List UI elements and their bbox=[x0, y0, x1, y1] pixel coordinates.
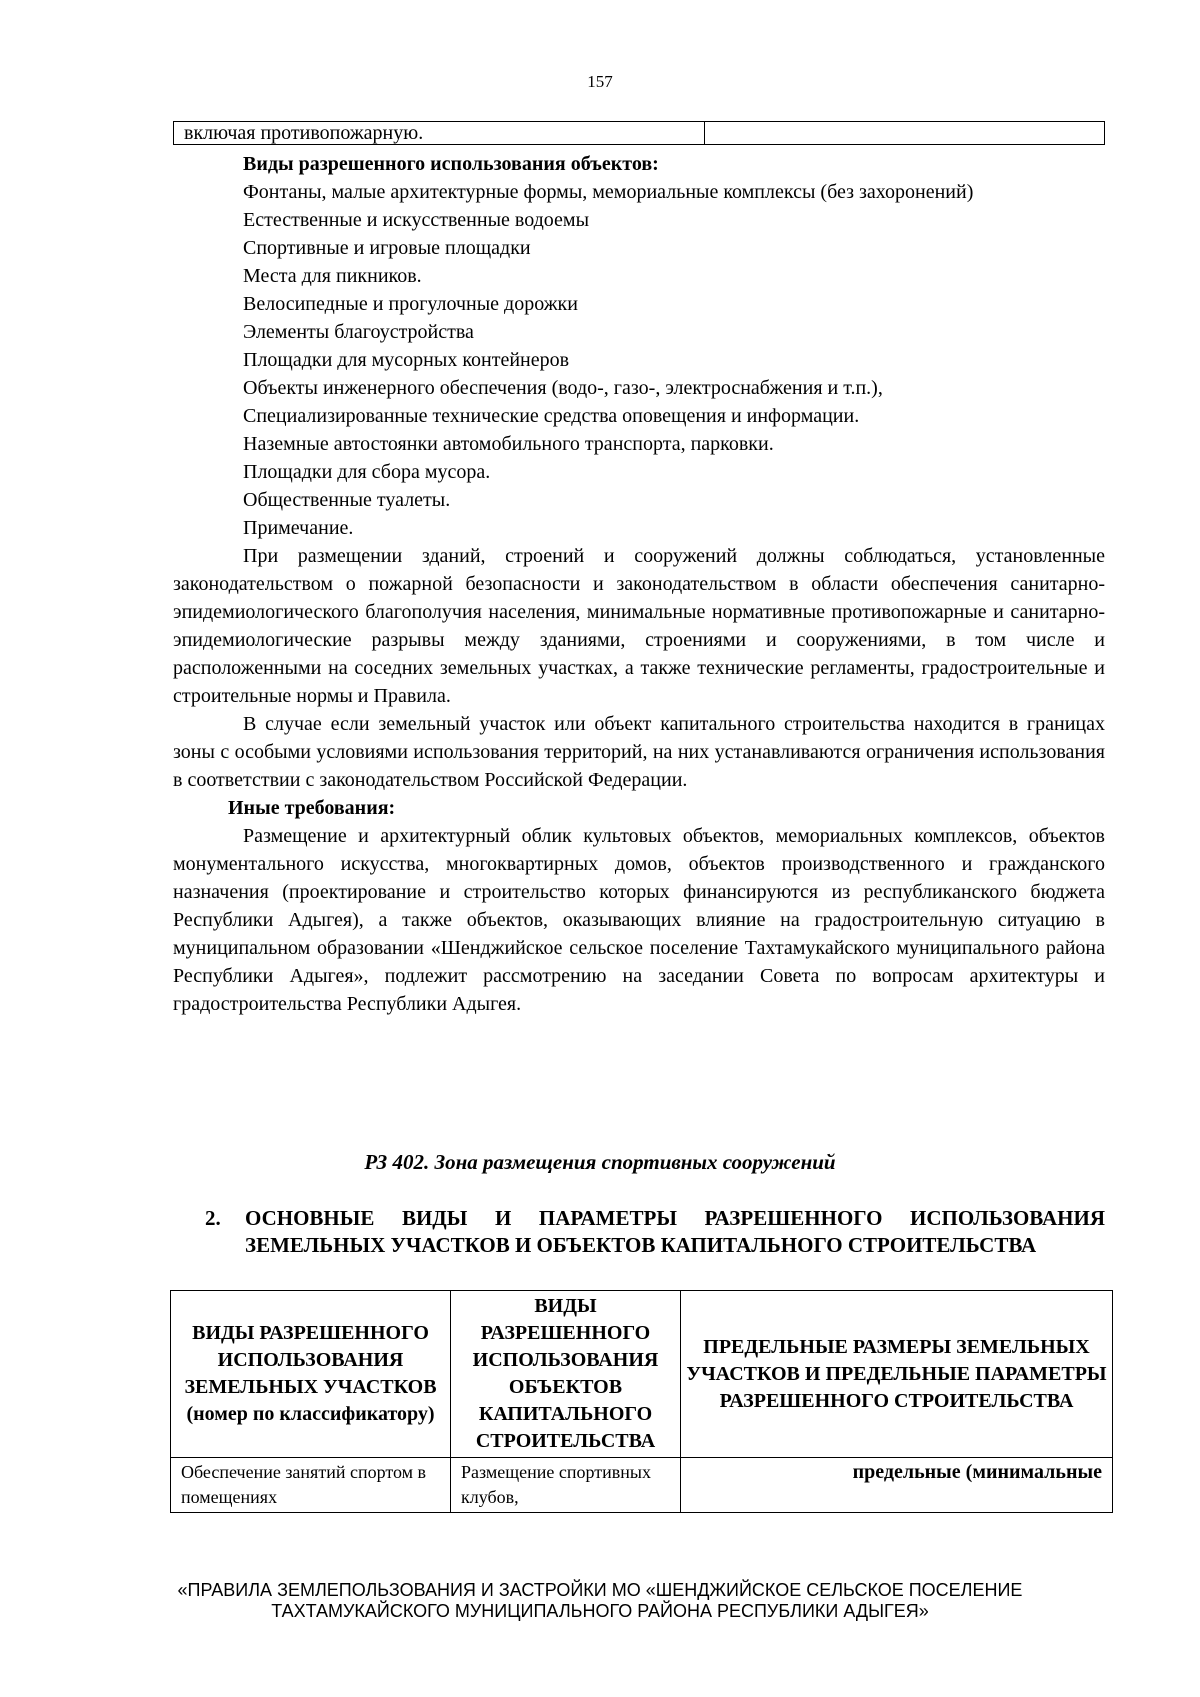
column-header: ВИДЫ РАЗРЕШЕННОГО ИСПОЛЬЗОВАНИЯ ОБЪЕКТОВ КАПИТАЛЬНОГО СТРОИТЕЛЬСТВА bbox=[451, 1291, 681, 1458]
note-paragraph: В случае если земельный участок или объект капитального строительства находится в границах зоны с особыми условиями использования территорий, на них устанавливаются ограничения использования в соответствии с законодательством Российской Федерации. bbox=[173, 713, 1105, 791]
requirements-paragraph: Размещение и архитектурный облик культовых объектов, мемориальных комплексов, объектов монументального искусства, многоквартирных домов, объектов производственного и гражданского назначения (проектирование и строительство которых финансируются из республиканского бюджета Республики Адыгея), а также объектов, оказывающих влияние на градостроительную ситуацию в муниципальном образовании «Шенджийское сельское поселение Тахтамукайского муниципального района Республики Адыгея», подлежит рассмотрению на заседании Совета по вопросам архитектуры и градостроительства Республики Адыгея. bbox=[173, 825, 1105, 1015]
list-item: Спортивные и игровые площадки bbox=[243, 237, 531, 259]
list-item: Элементы благоустройства bbox=[243, 321, 474, 343]
page-footer bbox=[0, 1580, 1200, 1622]
table-row bbox=[174, 122, 1105, 145]
footer-line: «ПРАВИЛА ЗЕМЛЕПОЛЬЗОВАНИЯ И ЗАСТРОЙКИ МО «ШЕНДЖИЙСКОЕ СЕЛЬСКОЕ ПОСЕЛЕНИЕ bbox=[177, 1580, 1023, 1600]
section-subheading: Иные требования: bbox=[228, 797, 396, 819]
section-number: 2. bbox=[205, 1206, 221, 1230]
section-heading bbox=[205, 1205, 1105, 1259]
table-row bbox=[171, 1458, 1113, 1513]
list-item: Объекты инженерного обеспечения (водо-, газо-, электроснабжения и т.п.), bbox=[243, 377, 883, 399]
list-item: Площадки для мусорных контейнеров bbox=[243, 349, 570, 371]
table-cell: включая противопожарную. bbox=[174, 122, 705, 145]
footer-line: ТАХТАМУКАЙСКОГО МУНИЦИПАЛЬНОГО РАЙОНА РЕСПУБЛИКИ АДЫГЕЯ» bbox=[271, 1601, 929, 1621]
zoning-table bbox=[170, 1290, 1113, 1513]
list-item: Наземные автостоянки автомобильного транспорта, парковки. bbox=[243, 433, 774, 455]
list-item: Специализированные технические средства оповещения и информации. bbox=[243, 405, 860, 427]
table-cell: Размещение спортивных клубов, bbox=[451, 1458, 681, 1513]
table-cell: предельные (минимальные bbox=[681, 1458, 1113, 1513]
zone-title: РЗ 402. Зона размещения спортивных сооружений bbox=[364, 1150, 836, 1174]
table-header-row bbox=[171, 1291, 1113, 1458]
page-number: 157 bbox=[587, 72, 613, 91]
list-item: Естественные и искусственные водоемы bbox=[243, 209, 590, 231]
continuation-table bbox=[173, 121, 1105, 145]
section-subheading: Виды разрешенного использования объектов: bbox=[243, 153, 659, 175]
note-paragraph: При размещении зданий, строений и сооружений должны соблюдаться, установленные законодательством о пожарной безопасности и законодательством в области обеспечения санитарно-эпидемиологического благополучия населения, минимальные нормативные противопожарные и санитарно-эпидемиологические разрывы между зданиями, строениями и сооружениями, в том числе и расположенными на соседних земельных участках, а также технические регламенты, градостроительные и строительные нормы и Правила. bbox=[173, 545, 1105, 707]
table-cell: Обеспечение занятий спортом в помещениях bbox=[171, 1458, 451, 1513]
list-item: Общественные туалеты. bbox=[243, 489, 451, 511]
table-cell bbox=[705, 122, 1105, 145]
column-header: ВИДЫ РАЗРЕШЕННОГО ИСПОЛЬЗОВАНИЯ ЗЕМЕЛЬНЫХ УЧАСТКОВ (номер по классификатору) bbox=[171, 1291, 451, 1458]
list-item: Фонтаны, малые архитектурные формы, мемориальные комплексы (без захоронений) bbox=[243, 181, 974, 203]
list-item: Места для пикников. bbox=[243, 265, 422, 287]
body-text bbox=[173, 150, 1105, 1018]
list-item: Велосипедные и прогулочные дорожки bbox=[243, 293, 578, 315]
list-item: Площадки для сбора мусора. bbox=[243, 461, 491, 483]
column-header: ПРЕДЕЛЬНЫЕ РАЗМЕРЫ ЗЕМЕЛЬНЫХ УЧАСТКОВ И ПРЕДЕЛЬНЫЕ ПАРАМЕТРЫ РАЗРЕШЕННОГО СТРОИТЕЛЬСТВА bbox=[681, 1291, 1113, 1458]
section-title: ОСНОВНЫЕ ВИДЫ И ПАРАМЕТРЫ РАЗРЕШЕННОГО ИСПОЛЬЗОВАНИЯ ЗЕМЕЛЬНЫХ УЧАСТКОВ И ОБЪЕКТОВ КАПИТАЛЬНОГО СТРОИТЕЛЬСТВА bbox=[245, 1206, 1105, 1257]
note-label: Примечание. bbox=[243, 517, 354, 539]
